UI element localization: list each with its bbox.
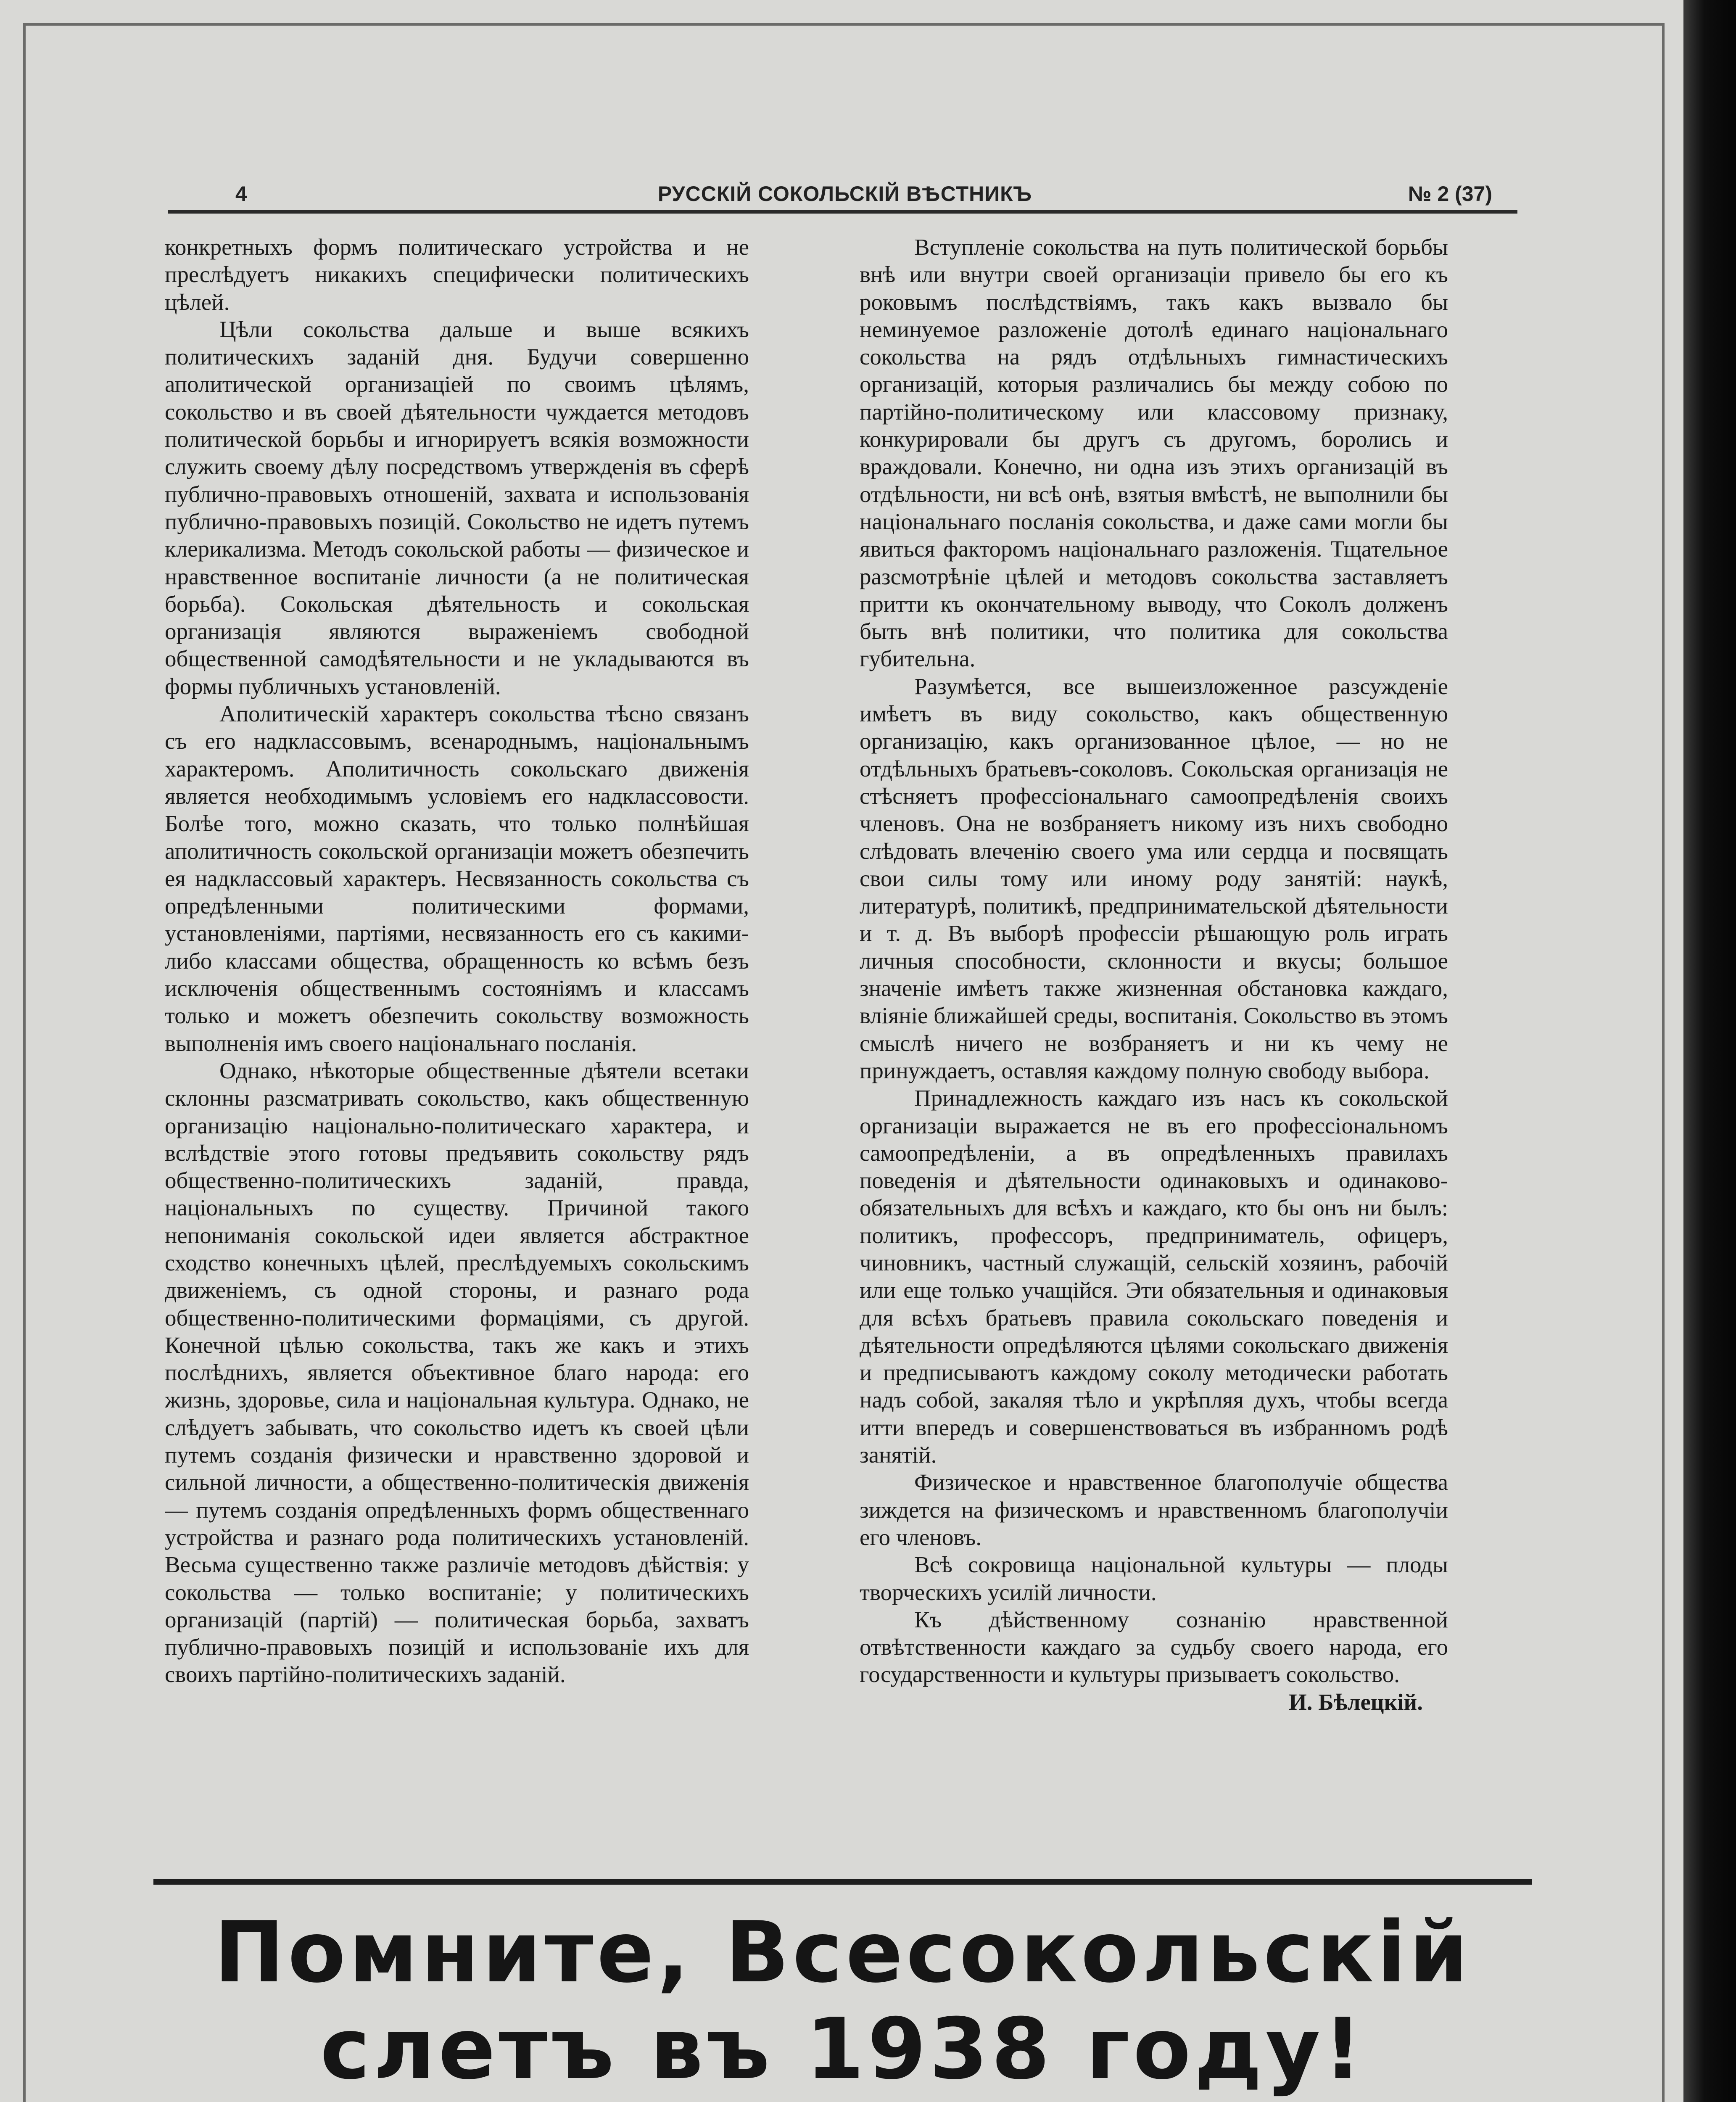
left-column xyxy=(165,233,749,1852)
banner-line-2: слетъ въ 1938 году! xyxy=(320,2000,1366,2098)
issue-number: № 2 (37) xyxy=(1408,182,1492,206)
right-paragraph-4: Физическое и нравственное благополучіе общества зиждется на физическомъ и нравственномъ благополучіи его членовъ. xyxy=(860,1469,1448,1550)
left-paragraph-4: Однако, нѣкоторые общественные дѣятели всетаки склонны разсматривать сокольство, какъ общественную организацію національно-политическаго характера, и вслѣдствіе этого готовы предъявить сокольству рядъ общественно-политическихъ заданій, правда, національныхъ по существу. Причиной такого непониманія сокольской идеи является абстрактное сходство конечныхъ цѣлей, преслѣдуемыхъ сокольскимъ движеніемъ, съ одной стороны, и разнаго рода общественно-политическими формаціями, съ другой. Конечной цѣлью сокольства, такъ же какъ и этихъ послѣднихъ, является объективное благо народа: его жизнь, здоровье, сила и національная культура. Однако, не слѣдуетъ забывать, что сокольство идетъ къ своей цѣли путемъ созданія физически и нравственно здоровой и сильной личности, а общественно-политическія движенія — путемъ созданія опредѣленныхъ формъ общественнаго устройства и разнаго рода политическихъ установленій. Весьма существенно также различіе методовъ дѣйствія: у сокольства — только воспитаніе; у политическихъ организацій (партій) — политическая борьба, захватъ публично-правовыхъ позицій и использованіе ихъ для своихъ партійно-политическихъ заданій. xyxy=(165,1057,749,1687)
right-paragraph-5: Всѣ сокровища національной культуры — плоды творческихъ усилій личности. xyxy=(860,1552,1448,1605)
right-paragraph-1: Вступленіе сокольства на путь политической борьбы внѣ или внутри своей организаціи привело бы его къ роковымъ послѣдствіямъ, такъ какъ вызвало бы неминуемое разложеніе дотолѣ единаго національнаго сокольства на рядъ отдѣльныхъ гимнастическихъ организацій, которыя различались бы между собою по партійно-политическому или классовому признаку, конкурировали бы другъ съ другомъ, боролись и враждовали. Конечно, ни одна изъ этихъ организацій въ отдѣльности, ни всѣ онѣ, взятыя вмѣстѣ, не выполнили бы національнаго посланія сокольства, и даже сами могли бы явиться факторомъ національнаго разложенія. Тщательное разсмотрѣніе цѣлей и методовъ сокольства заставляетъ притти къ окончательному выводу, что Соколъ долженъ быть внѣ политики, что политика для сокольства губительна. xyxy=(860,234,1448,672)
scan-dark-edge xyxy=(1683,0,1736,2102)
header-rule xyxy=(168,210,1517,214)
right-paragraph-2: Разумѣется, все вышеизложенное разсужденіе имѣетъ въ виду сокольство, какъ общественную организацію, какъ организованное цѣлое, — но не отдѣльныхъ братьевъ-соколовъ. Сокольская организація не стѣсняетъ профессіональнаго самоопредѣленія своихъ членовъ. Она не возбраняетъ никому изъ нихъ свободно слѣдовать влеченію своего ума или сердца и посвящать свои силы тому или иному роду занятій: наукѣ, литературѣ, политикѣ, предпринимательской дѣятельности и т. д. Въ выборѣ профессіи рѣшающую роль играть личныя способности, склонности и вкусы; большое значеніе имѣетъ также жизненная обстановка каждаго, вліяніе ближайшей среды, воспитанія. Сокольство въ этомъ смыслѣ ничего не возбраняетъ и ни къ чему не принуждаетъ, оставляя каждому полную свободу выбора. xyxy=(860,673,1448,1083)
left-paragraph-1: конкретныхъ формъ политическаго устройства и не преслѣдуетъ никакихъ специфически политическихъ цѣлей. xyxy=(165,234,749,315)
banner-rule-top xyxy=(153,1879,1532,1885)
left-paragraph-2: Цѣли сокольства дальше и выше всякихъ политическихъ заданій дня. Будучи совершенно аполитической организаціей по своимъ цѣлямъ, сокольство и въ своей дѣятельности чуждается методовъ политической борьбы и игнорируетъ всякія возможности служить своему дѣлу посредствомъ утвержденія въ сферѣ публично-правовыхъ отношеній, захвата и использованія публично-правовыхъ позицій. Сокольство не идетъ путемъ клерикализма. Методъ сокольской работы — физическое и нравственное воспитаніе личности (а не политическая борьба). Сокольская дѣятельность и сокольская организація являются выраженіемъ свободной общественной самодѣятельности и не укладываются въ формы публичныхъ установленій. xyxy=(165,316,749,699)
banner-line-1: Помните, Всесокольскій xyxy=(214,1904,1472,2002)
right-column xyxy=(860,233,1448,1852)
page-header xyxy=(172,182,1517,211)
right-paragraph-3: Принадлежность каждаго изъ насъ къ сокольской организаціи выражается не въ его профессіональномъ самоопредѣленіи, а въ опредѣленныхъ правилахъ поведенія и дѣятельности одинаковыхъ и одинаково-обязательныхъ для всѣхъ и каждаго, кто бы онъ ни былъ: политикъ, профессоръ, предприниматель, офицеръ, чиновникъ, частный служащій, сельскій хозяинъ, рабочій или еще только учащійся. Эти обязательныя и одинаковыя для всѣхъ братьевъ правила сокольскаго поведенія и дѣятельности опредѣляются цѣлями сокольскаго движенія и предписываютъ каждому соколу методически работать надъ собой, закаляя тѣло и укрѣпляя духъ, чтобы всегда итти впередъ и совершенствоваться въ избранномъ родѣ занятій. xyxy=(860,1085,1448,1468)
right-paragraph-6: Къ дѣйственному сознанію нравственной отвѣтственности каждаго за судьбу своего народа, его государственности и культуры призываетъ сокольство. xyxy=(860,1606,1448,1687)
page-number: 4 xyxy=(235,182,247,206)
author-signature: И. Бѣлецкій. xyxy=(1288,1689,1423,1715)
slet-banner xyxy=(153,1892,1532,2102)
left-paragraph-3: Аполитическій характеръ сокольства тѣсно связанъ съ его надклассовымъ, всенароднымъ, національнымъ характеромъ. Аполитичность сокольскаго движенія является необходимымъ условіемъ его надклассовости. Болѣе того, можно сказать, что только полнѣйшая аполитичность сокольской организаціи можетъ обезпечить ея надклассовый характеръ. Несвязанность сокольства съ опредѣленными политическими формами, установленіями, партіями, несвязанность его съ какими-либо классами общества, обращенность ко всѣмъ безъ исключенія общественнымъ состояніямъ и классамъ только и можетъ обезпечить сокольству возможность выполненія имъ своего національнаго посланія. xyxy=(165,701,749,1056)
publication-title: РУССКІЙ СОКОЛЬСКІЙ ВѢСТНИКЪ xyxy=(657,182,1032,206)
